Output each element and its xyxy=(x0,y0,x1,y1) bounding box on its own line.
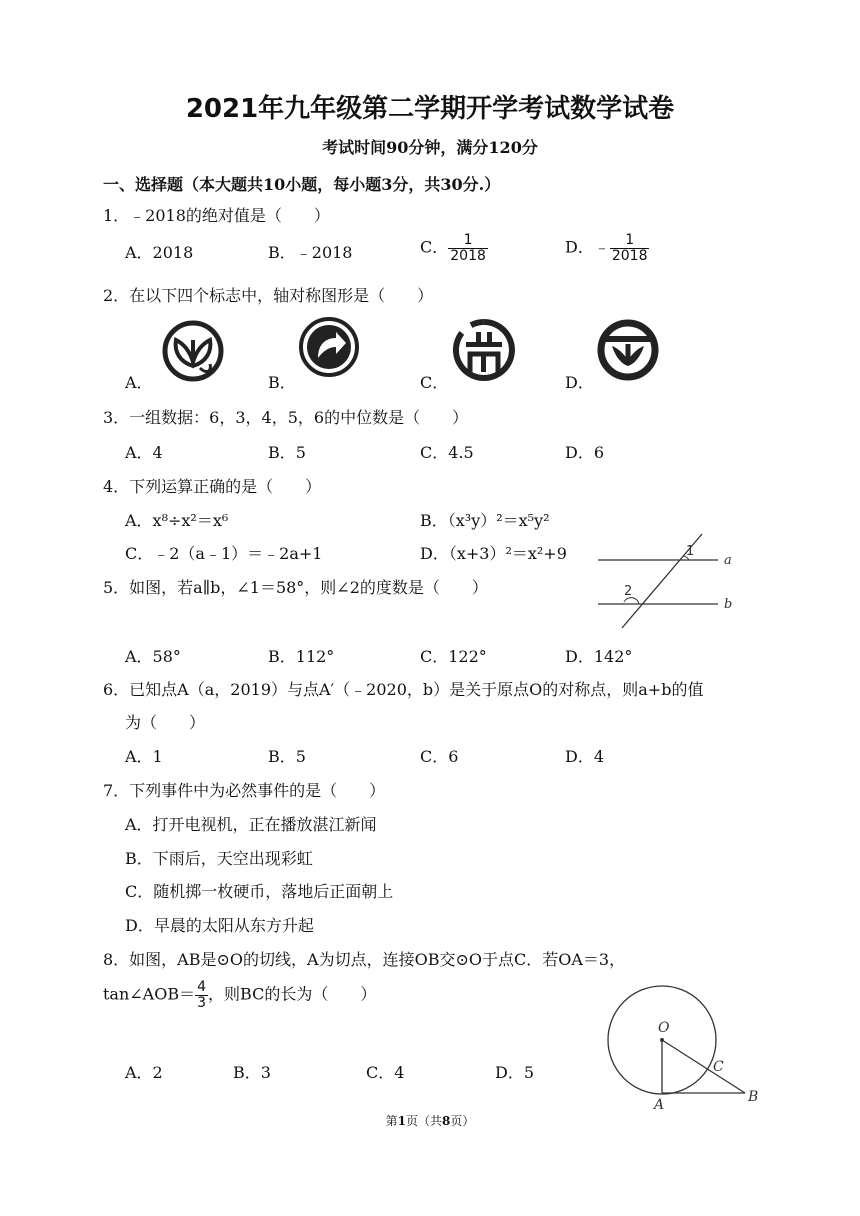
q3-option-d: D．6 xyxy=(565,443,605,462)
q2-stem: 2．在以下四个标志中，轴对称图形是（ ） xyxy=(103,286,434,305)
section-heading: 一、选择题（本大题共10小题，每小题3分，共30分.） xyxy=(103,175,501,194)
q8-option-b: B．3 xyxy=(233,1063,271,1082)
q8-option-c: C．4 xyxy=(366,1063,405,1082)
q5-option-b: B．112° xyxy=(268,647,335,666)
q8-fraction xyxy=(195,980,208,1010)
q8-option-a: A．2 xyxy=(125,1063,163,1082)
q6-option-b: B．5 xyxy=(268,747,306,766)
q1-option-d xyxy=(565,233,649,263)
q4-stem: 4．下列运算正确的是（ ） xyxy=(103,477,322,496)
exam-info: 考试时间90分钟，满分120分 xyxy=(322,138,538,157)
q8-point-a-label: A xyxy=(654,1097,665,1113)
q3-stem: 3．一组数据：6，3，4，5，6的中位数是（ ） xyxy=(103,408,469,427)
q8-point-o-label: O xyxy=(658,1020,670,1036)
q3-option-c: C．4.5 xyxy=(420,443,474,462)
q7-option-a: A．打开电视机，正在播放湛江新闻 xyxy=(125,815,377,834)
footer-prefix: 第 xyxy=(385,1114,398,1128)
q1-option-b: B．﹣2018 xyxy=(268,243,353,262)
q2-option-b: B． xyxy=(268,373,296,392)
q8-figure-diagram xyxy=(600,985,770,1115)
q8-stem-line2 xyxy=(103,980,376,1010)
q7-option-b: B．下雨后，天空出现彩虹 xyxy=(125,849,313,868)
q1-option-c xyxy=(420,233,488,263)
q8-stem-suffix: ，则BC的长为（ ） xyxy=(208,984,377,1004)
q5-stem: 5．如图，若a∥b，∠1＝58°，则∠2的度数是（ ） xyxy=(103,578,488,597)
footer-suffix: 页） xyxy=(450,1114,475,1128)
q6-option-c: C．6 xyxy=(420,747,459,766)
q1-d-denominator: 2018 xyxy=(611,247,648,264)
q6-option-d: D．4 xyxy=(565,747,605,766)
q3-option-b: B．5 xyxy=(268,443,306,462)
q8-option-d: D．5 xyxy=(495,1063,535,1082)
q1-stem: 1．﹣2018的绝对值是（ ） xyxy=(103,206,330,225)
logo-b-icon xyxy=(298,316,360,378)
q7-option-c: C．随机掷一枚硬币，落地后正面朝上 xyxy=(125,882,394,901)
logo-a-icon xyxy=(160,318,226,384)
q1-c-denominator: 2018 xyxy=(450,247,486,264)
q1-c-numerator: 1 xyxy=(448,233,488,249)
q5-option-d: D．142° xyxy=(565,647,633,666)
footer-total-pages: 8 xyxy=(442,1114,451,1128)
q5-line-b-label: b xyxy=(724,597,733,612)
q7-stem: 7．下列事件中为必然事件的是（ ） xyxy=(103,781,386,800)
q2-option-d: D． xyxy=(565,373,594,392)
q4-option-b: B．（x³y）²＝x⁵y² xyxy=(420,511,550,530)
q8-point-b-label: B xyxy=(748,1089,759,1105)
q6-option-a: A．1 xyxy=(125,747,163,766)
q5-option-a: A．58° xyxy=(125,647,181,666)
q5-angle2-label: 2 xyxy=(624,584,633,599)
q5-line-a-label: a xyxy=(724,553,732,568)
q8-point-c-label: C xyxy=(713,1059,724,1075)
q5-option-c: C．122° xyxy=(420,647,487,666)
footer-page-number: 1 xyxy=(397,1114,406,1128)
q8-stem-prefix: tan∠AOB＝ xyxy=(103,984,196,1004)
q2-option-c: C． xyxy=(420,373,449,392)
q6-stem-line2: 为（ ） xyxy=(125,713,206,732)
logo-c-icon xyxy=(452,318,516,382)
q7-option-d: D．早晨的太阳从东方升起 xyxy=(125,916,314,935)
q8-numerator: 4 xyxy=(197,979,207,995)
page-footer xyxy=(0,1112,860,1129)
q4-option-a: A．x⁸÷x²＝x⁶ xyxy=(125,511,229,530)
footer-middle: 页（共 xyxy=(405,1114,442,1128)
q1-option-c-fraction xyxy=(448,233,488,263)
q5-figure-diagram xyxy=(590,528,740,628)
q2-option-a: A． xyxy=(125,373,153,392)
q3-option-a: A．4 xyxy=(125,443,163,462)
q6-stem-line1: 6．已知点A（a，2019）与点A′（﹣2020，b）是关于原点O的对称点，则a+b的值 xyxy=(103,680,704,699)
q4-option-d: D．（x+3）²＝x²+9 xyxy=(420,544,567,563)
q8-denominator: 3 xyxy=(197,994,207,1011)
q5-angle1-label: 1 xyxy=(686,544,695,559)
q1-option-d-fraction xyxy=(610,233,650,263)
q1-option-d-label: D．﹣ xyxy=(565,237,610,257)
q1-option-c-label: C． xyxy=(420,237,449,257)
q4-option-c: C．﹣2（a﹣1）＝﹣2a+1 xyxy=(125,544,323,563)
page-title: 2021年九年级第二学期开学考试数学试卷 xyxy=(185,94,675,124)
logo-d-icon xyxy=(596,318,660,382)
q1-d-numerator: 1 xyxy=(610,233,650,249)
q1-option-a: A．2018 xyxy=(125,243,194,262)
q8-stem-line1: 8．如图，AB是⊙O的切线，A为切点，连接OB交⊙O于点C．若OA＝3， xyxy=(103,950,626,969)
